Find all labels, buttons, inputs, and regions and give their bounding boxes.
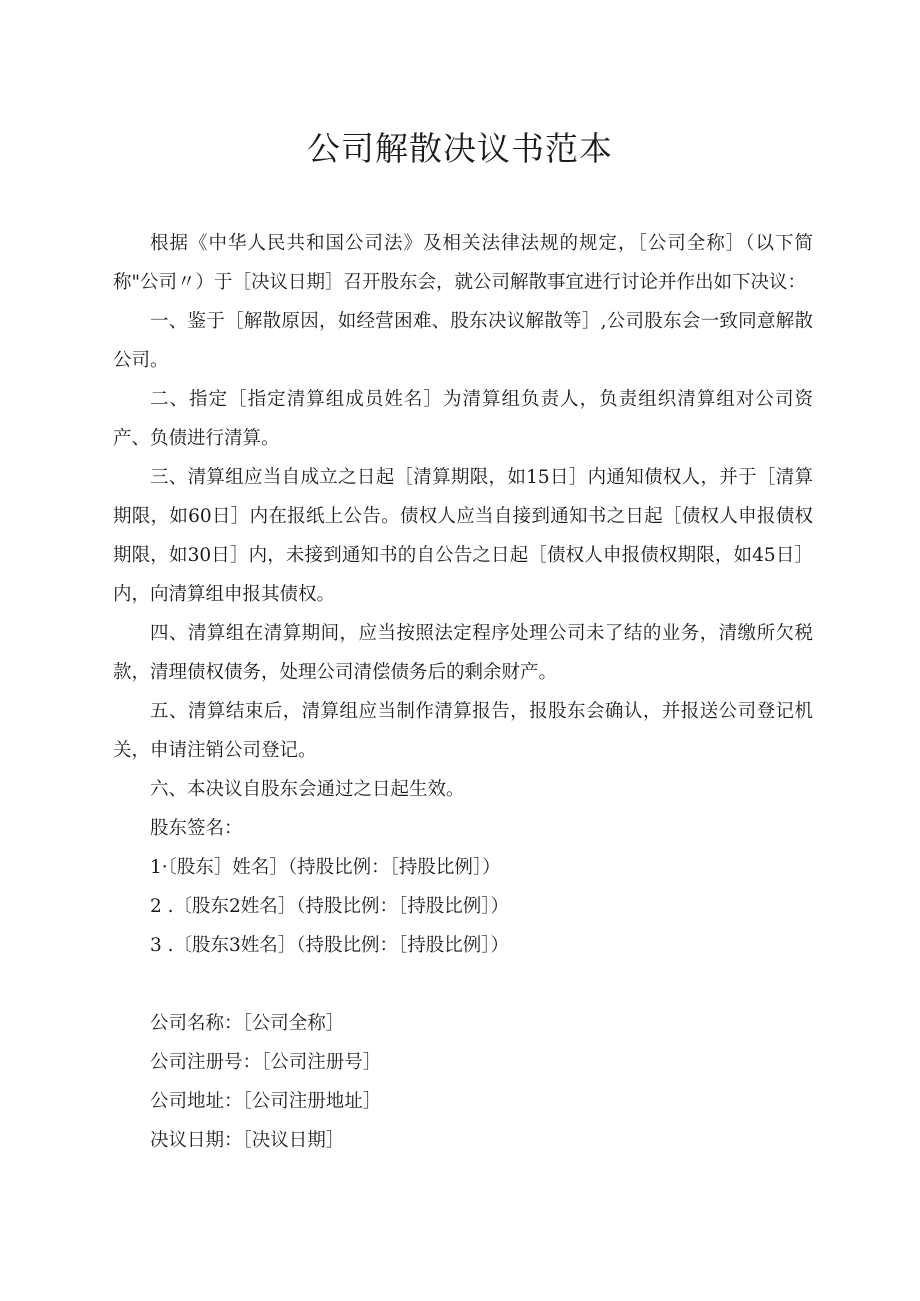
shareholder-line-3: 3 .〔股东3姓名］（持股比例：［持股比例］）: [150, 935, 510, 956]
resolution-3: 三、清算组应当自成立之日起［清算期限，如15日］内通知债权人，并于［清算期限，如60日］内在报纸上公告。债权人应当自接到通知书之日起［债权人申报债权期限，如30日］内，未接到通知书的自公告之日起［债权人申报债权期限，如45日］内，向清算组申报其债权。: [113, 467, 813, 605]
company-address-line: 公司地址：［公司注册地址］: [150, 1091, 382, 1112]
document-title: 公司解散决议书范本: [307, 129, 613, 168]
section-spacer: [113, 965, 813, 1004]
signature-label: 股东签名：: [150, 818, 243, 839]
intro-paragraph: 根据《中华人民共和国公司法》及相关法律法规的规定，［公司全称］（以下简称"公司〃）于［决议日期］召开股东会，就公司解散事宜进行讨论并作出如下决议：: [113, 233, 813, 293]
document-body: [113, 224, 813, 1160]
company-name-line: 公司名称：［公司全称］: [150, 1013, 345, 1034]
company-reg-number-line: 公司注册号：［公司注册号］: [150, 1052, 382, 1073]
resolution-5: 五、清算结束后，清算组应当制作清算报告，报股东会确认，并报送公司登记机关，申请注销公司登记。: [113, 701, 813, 761]
resolution-6: 六、本决议自股东会通过之日起生效。: [150, 779, 465, 800]
resolution-1: 一、鉴于［解散原因，如经营困难、股东决议解散等］,公司股东会一致同意解散公司。: [113, 311, 813, 371]
resolution-date-line: 决议日期：［决议日期］: [150, 1130, 345, 1151]
shareholder-line-2: 2 .〔股东2姓名］（持股比例：［持股比例］）: [150, 896, 510, 917]
resolution-2: 二、指定［指定清算组成员姓名］为清算组负责人，负责组织清算组对公司资产、负债进行清算。: [113, 389, 813, 449]
shareholder-line-1: 1·〔股东］姓名］（持股比例：［持股比例］）: [150, 857, 501, 878]
resolution-4: 四、清算组在清算期间，应当按照法定程序处理公司未了结的业务，清缴所欠税款，清理债权债务，处理公司清偿债务后的剩余财产。: [113, 623, 813, 683]
